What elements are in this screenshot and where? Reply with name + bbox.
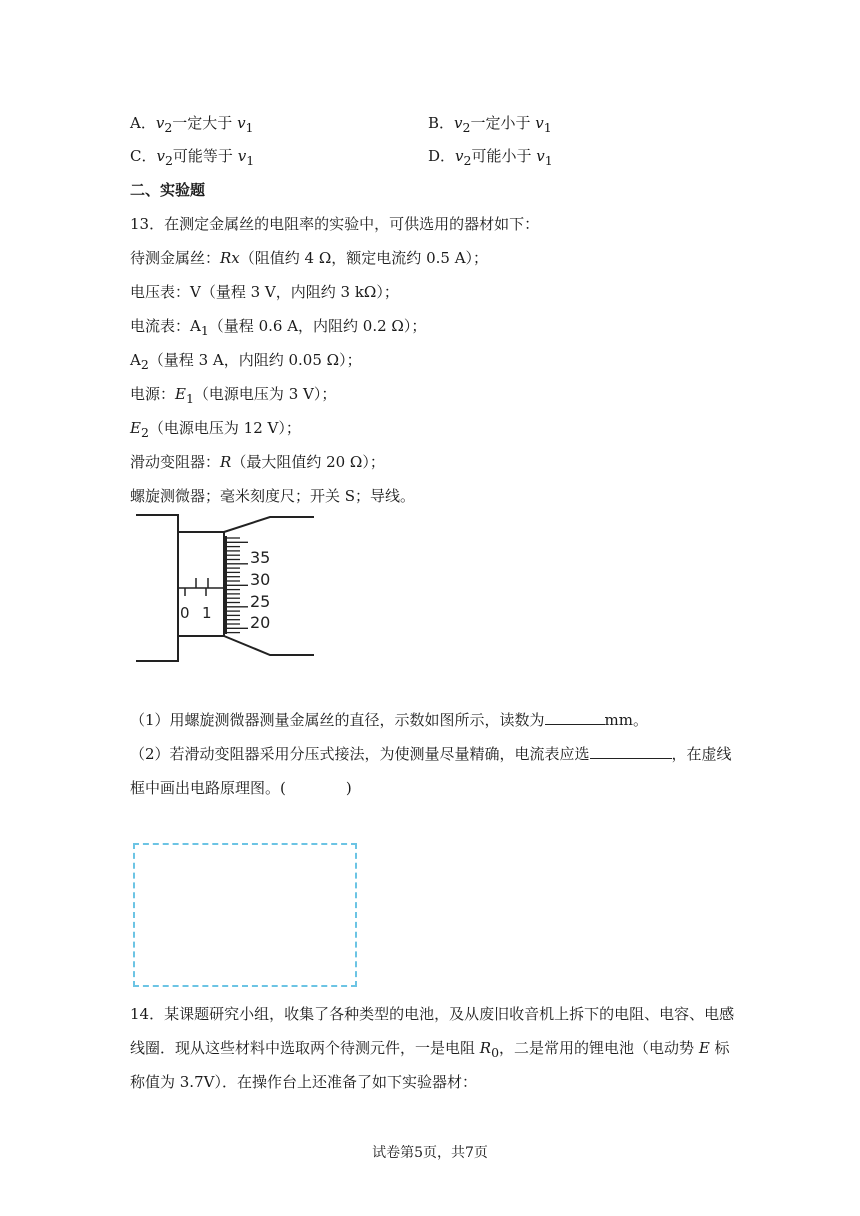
q13-intro: 13．在测定金属丝的电阻率的实验中，可供选用的器材如下： (130, 215, 540, 233)
micrometer-figure (136, 510, 318, 665)
q13-sub2-line1: （2）若滑动变阻器采用分压式接法，为使测量尽量精确，电流表应选 ，在虚线 (130, 745, 732, 763)
q13-tools: 螺旋测微器；毫米刻度尺；开关 S；导线。 (130, 487, 416, 505)
q14-line2: 线圈．现从这些材料中选取两个待测元件，一是电阻 $R_0$，二是常用的锂电池（电动势 E 标 (130, 1039, 730, 1060)
q13-ammeter1: 电流表：$A_1$（量程 0.6 A，内阻约 0.2 Ω）； (130, 317, 427, 338)
main-scale-label-1: 1 (202, 604, 212, 622)
thimble-label-35: 35 (250, 548, 271, 567)
q13-source2: $E_2$（电源电压为 12 V）； (130, 419, 301, 440)
q13-voltmeter: 电压表：V（量程 3 V，内阻约 3 kΩ）； (130, 283, 399, 301)
thimble-label-30: 30 (250, 570, 271, 589)
main-scale-label-0: 0 (180, 604, 190, 622)
option-a: A．$v_2$一定大于 $v_1$ (130, 114, 254, 135)
q14-line1: 14．某课题研究小组，收集了各种类型的电池，及从废旧收音机上拆下的电阻、电容、电感 (130, 1005, 735, 1023)
thimble-label-20: 20 (250, 613, 271, 632)
option-c: C．$v_2$可能等于 $v_1$ (130, 147, 255, 168)
q13-ammeter2: $A_2$（量程 3 A，内阻约 0.05 Ω）； (130, 351, 362, 372)
answer-blank-1[interactable] (545, 710, 605, 725)
q13-source1: 电源：$E_1$（电源电压为 3 V）； (130, 385, 337, 406)
q13-wire: 待测金属丝：Rx（阻值约 4 Ω，额定电流约 0.5 A）； (130, 249, 489, 267)
q13-sub1: （1）用螺旋测微器测量金属丝的直径，示数如图所示，读数为 mm。 (130, 711, 648, 729)
option-b: B．$v_2$一定小于 $v_1$ (428, 114, 552, 135)
answer-blank-2[interactable] (590, 744, 672, 759)
option-d: D．$v_2$可能小于 $v_1$ (428, 147, 553, 168)
circuit-drawing-box[interactable] (133, 843, 357, 987)
q14-line3: 称值为 3.7V）．在操作台上还准备了如下实验器材： (130, 1073, 477, 1091)
q13-rheostat: 滑动变阻器：R（最大阻值约 20 Ω）； (130, 453, 385, 471)
section-title: 二、实验题 (130, 181, 206, 199)
q13-sub2-line2: 框中画出电路原理图。( ) (130, 779, 352, 797)
page-footer: 试卷第5页，共7页 (372, 1145, 488, 1161)
thimble-label-25: 25 (250, 592, 271, 611)
